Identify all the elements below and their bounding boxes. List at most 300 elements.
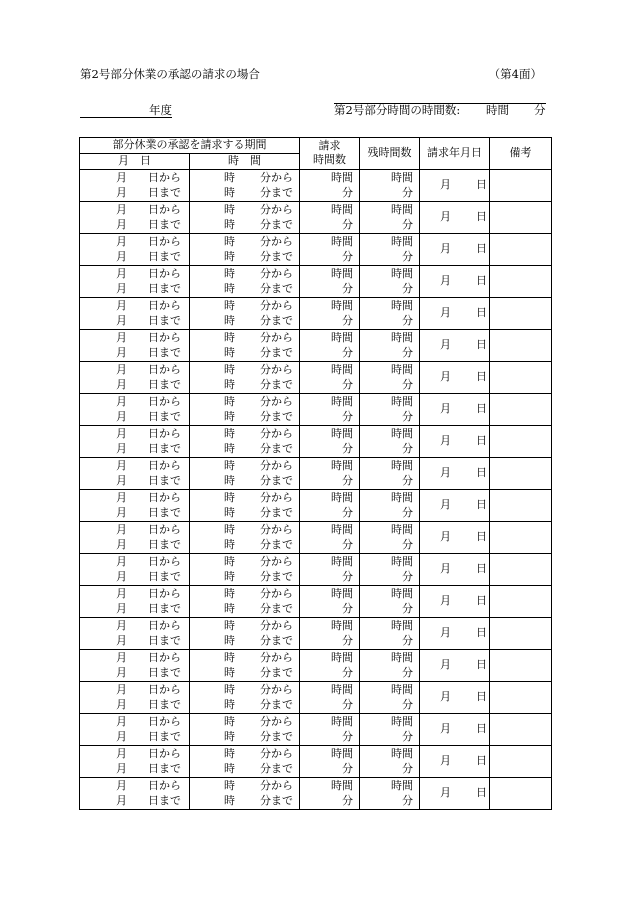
time-cell[interactable] xyxy=(190,169,300,201)
request-date-cell[interactable] xyxy=(420,169,490,201)
request-hours-cell[interactable] xyxy=(300,169,360,201)
month-label: 月 xyxy=(116,186,127,199)
remaining-hours-cell[interactable] xyxy=(360,169,420,201)
request-hours-cell[interactable] xyxy=(300,297,360,329)
month-label: 月 xyxy=(116,522,127,536)
month-label: 月 xyxy=(116,362,127,376)
hour-label: 時 xyxy=(224,586,235,600)
month-label: 月 xyxy=(116,634,127,647)
hour-label: 時 xyxy=(224,554,235,568)
day-from-label: 日から xyxy=(148,298,181,312)
minute-from-label: 分から xyxy=(260,362,293,376)
hours-label: 時間 xyxy=(391,554,413,568)
date-month-label: 月 xyxy=(440,785,451,799)
hours-label: 時間 xyxy=(391,650,413,664)
table-row xyxy=(80,233,552,265)
hour-label: 時 xyxy=(224,314,235,327)
request-date-cell[interactable] xyxy=(420,265,490,297)
hour-label: 時 xyxy=(224,442,235,455)
minutes-label: 分 xyxy=(342,442,353,455)
month-label: 月 xyxy=(116,378,127,391)
minutes-label: 分 xyxy=(402,634,413,647)
remaining-hours-cell[interactable] xyxy=(360,777,420,809)
request-hours-cell[interactable] xyxy=(300,329,360,361)
minute-to-label: 分まで xyxy=(260,218,293,231)
time-subheader: 時 間 xyxy=(190,154,300,170)
month-label: 月 xyxy=(116,794,127,807)
remarks-cell[interactable] xyxy=(490,233,552,265)
month-day-cell[interactable] xyxy=(80,233,190,265)
table-row xyxy=(80,649,552,681)
month-label: 月 xyxy=(116,714,127,728)
month-day-cell[interactable] xyxy=(80,617,190,649)
remarks-cell[interactable] xyxy=(490,745,552,777)
request-date-cell[interactable] xyxy=(420,361,490,393)
hour-label: 時 xyxy=(224,522,235,536)
minutes-label: 分 xyxy=(342,186,353,199)
month-label: 月 xyxy=(116,730,127,743)
hours-label: 時間 xyxy=(391,202,413,216)
hours-label: 時間 xyxy=(331,362,353,376)
time-cell[interactable] xyxy=(190,297,300,329)
month-label: 月 xyxy=(116,266,127,280)
day-from-label: 日から xyxy=(148,490,181,504)
day-from-label: 日から xyxy=(148,586,181,600)
hour-label: 時 xyxy=(224,666,235,679)
remarks-cell[interactable] xyxy=(490,297,552,329)
table-row xyxy=(80,777,552,809)
request-date-cell[interactable] xyxy=(420,745,490,777)
minute-to-label: 分まで xyxy=(260,794,293,807)
request-hours-cell[interactable] xyxy=(300,201,360,233)
date-day-label: 日 xyxy=(476,337,487,351)
minutes-label: 分 xyxy=(402,570,413,583)
minutes-label: 分 xyxy=(402,474,413,487)
minutes-label: 分 xyxy=(342,602,353,615)
hour-label: 時 xyxy=(224,474,235,487)
month-day-cell[interactable] xyxy=(80,681,190,713)
minutes-label: 分 xyxy=(342,314,353,327)
remarks-cell[interactable] xyxy=(490,361,552,393)
hours-label: 時間 xyxy=(391,746,413,760)
minute-to-label: 分まで xyxy=(260,474,293,487)
minute-to-label: 分まで xyxy=(260,378,293,391)
minute-from-label: 分から xyxy=(260,426,293,440)
minute-from-label: 分から xyxy=(260,522,293,536)
request-date-cell[interactable] xyxy=(420,649,490,681)
minute-from-label: 分から xyxy=(260,490,293,504)
time-cell[interactable] xyxy=(190,649,300,681)
month-day-cell[interactable] xyxy=(80,713,190,745)
time-cell[interactable] xyxy=(190,393,300,425)
date-day-label: 日 xyxy=(476,401,487,415)
time-cell[interactable] xyxy=(190,777,300,809)
date-month-label: 月 xyxy=(440,689,451,703)
table-row xyxy=(80,585,552,617)
hours-label: 時間 xyxy=(391,298,413,312)
hour-label: 時 xyxy=(224,186,235,199)
remaining-hours-cell[interactable] xyxy=(360,425,420,457)
month-label: 月 xyxy=(116,506,127,519)
hours-label: 時間 xyxy=(331,682,353,696)
month-label: 月 xyxy=(116,474,127,487)
minutes-label: 分 xyxy=(342,410,353,423)
day-from-label: 日から xyxy=(148,330,181,344)
remarks-cell[interactable] xyxy=(490,425,552,457)
request-hours-cell[interactable] xyxy=(300,233,360,265)
time-cell[interactable] xyxy=(190,585,300,617)
request-hours-cell[interactable] xyxy=(300,489,360,521)
minutes-label: 分 xyxy=(402,410,413,423)
month-day-cell[interactable] xyxy=(80,521,190,553)
table-row xyxy=(80,393,552,425)
minutes-label: 分 xyxy=(342,474,353,487)
request-date-cell[interactable] xyxy=(420,329,490,361)
minute-from-label: 分から xyxy=(260,682,293,696)
request-date-cell[interactable] xyxy=(420,393,490,425)
hour-label: 時 xyxy=(224,602,235,615)
date-day-label: 日 xyxy=(476,785,487,799)
minutes-label: 分 xyxy=(342,250,353,263)
request-date-cell[interactable] xyxy=(420,489,490,521)
minute-to-label: 分まで xyxy=(260,250,293,263)
remaining-hours-cell[interactable] xyxy=(360,585,420,617)
time-cell[interactable] xyxy=(190,233,300,265)
time-cell[interactable] xyxy=(190,713,300,745)
hours-label: 時間 xyxy=(331,522,353,536)
day-to-label: 日まで xyxy=(148,666,181,679)
remaining-hours-cell[interactable] xyxy=(360,297,420,329)
minutes-label: 分 xyxy=(402,250,413,263)
request-hours-cell[interactable] xyxy=(300,649,360,681)
day-from-label: 日から xyxy=(148,234,181,248)
month-day-cell[interactable] xyxy=(80,745,190,777)
day-from-label: 日から xyxy=(148,202,181,216)
month-label: 月 xyxy=(116,298,127,312)
minutes-label: 分 xyxy=(402,218,413,231)
month-day-subheader: 月 日 xyxy=(80,154,190,170)
remaining-hours-cell[interactable] xyxy=(360,521,420,553)
month-label: 月 xyxy=(116,426,127,440)
day-to-label: 日まで xyxy=(148,474,181,487)
day-to-label: 日まで xyxy=(148,762,181,775)
day-to-label: 日まで xyxy=(148,346,181,359)
request-hours-cell[interactable] xyxy=(300,617,360,649)
minute-to-label: 分まで xyxy=(260,570,293,583)
remarks-cell[interactable] xyxy=(490,649,552,681)
month-day-cell[interactable] xyxy=(80,457,190,489)
request-date-cell[interactable] xyxy=(420,681,490,713)
remarks-cell[interactable] xyxy=(490,169,552,201)
day-to-label: 日まで xyxy=(148,794,181,807)
day-from-label: 日から xyxy=(148,394,181,408)
request-hours-cell[interactable] xyxy=(300,521,360,553)
hour-label: 時 xyxy=(224,250,235,263)
remaining-hours-cell[interactable] xyxy=(360,233,420,265)
table-row xyxy=(80,265,552,297)
month-label: 月 xyxy=(116,442,127,455)
month-label: 月 xyxy=(116,282,127,295)
minute-from-label: 分から xyxy=(260,298,293,312)
remaining-hours-cell[interactable] xyxy=(360,265,420,297)
remarks-cell[interactable] xyxy=(490,777,552,809)
month-label: 月 xyxy=(116,538,127,551)
remarks-cell[interactable] xyxy=(490,713,552,745)
request-date-cell[interactable] xyxy=(420,425,490,457)
request-date-cell[interactable] xyxy=(420,233,490,265)
date-month-label: 月 xyxy=(440,497,451,511)
request-hours-cell[interactable] xyxy=(300,713,360,745)
remaining-hours-cell[interactable] xyxy=(360,201,420,233)
remarks-cell[interactable] xyxy=(490,553,552,585)
day-from-label: 日から xyxy=(148,458,181,472)
hour-label: 時 xyxy=(224,682,235,696)
date-day-label: 日 xyxy=(476,561,487,575)
fiscal-year-field[interactable] xyxy=(80,103,172,118)
request-hours-cell[interactable] xyxy=(300,553,360,585)
day-from-label: 日から xyxy=(148,554,181,568)
time-cell[interactable] xyxy=(190,553,300,585)
request-hours-cell[interactable] xyxy=(300,777,360,809)
request-hours-cell[interactable] xyxy=(300,745,360,777)
month-day-cell[interactable] xyxy=(80,489,190,521)
remaining-hours-cell[interactable] xyxy=(360,489,420,521)
hours-label: 時間 xyxy=(391,682,413,696)
minutes-label: 分 xyxy=(342,378,353,391)
date-day-label: 日 xyxy=(476,497,487,511)
table-row xyxy=(80,713,552,745)
date-month-label: 月 xyxy=(440,337,451,351)
table-row xyxy=(80,617,552,649)
minute-to-label: 分まで xyxy=(260,506,293,519)
remarks-cell[interactable] xyxy=(490,393,552,425)
day-to-label: 日まで xyxy=(148,410,181,423)
month-label: 月 xyxy=(116,666,127,679)
minute-to-label: 分まで xyxy=(260,666,293,679)
time-cell[interactable] xyxy=(190,681,300,713)
day-from-label: 日から xyxy=(148,522,181,536)
minutes-label: 分 xyxy=(342,794,353,807)
time-cell[interactable] xyxy=(190,457,300,489)
request-hours-cell[interactable] xyxy=(300,265,360,297)
table-row xyxy=(80,681,552,713)
time-cell[interactable] xyxy=(190,265,300,297)
request-date-cell[interactable] xyxy=(420,297,490,329)
month-day-cell[interactable] xyxy=(80,265,190,297)
time-cell[interactable] xyxy=(190,201,300,233)
remaining-hours-cell[interactable] xyxy=(360,649,420,681)
day-to-label: 日まで xyxy=(148,250,181,263)
month-label: 月 xyxy=(116,314,127,327)
hours-unit-label: 時間 xyxy=(486,103,509,117)
minute-from-label: 分から xyxy=(260,458,293,472)
request-hours-cell[interactable] xyxy=(300,361,360,393)
table-row xyxy=(80,745,552,777)
request-date-cell[interactable] xyxy=(420,617,490,649)
month-day-cell[interactable] xyxy=(80,393,190,425)
request-hours-cell[interactable] xyxy=(300,681,360,713)
month-day-cell[interactable] xyxy=(80,649,190,681)
remaining-hours-cell[interactable] xyxy=(360,745,420,777)
minutes-label: 分 xyxy=(402,794,413,807)
month-day-cell[interactable] xyxy=(80,169,190,201)
request-date-cell[interactable] xyxy=(420,553,490,585)
remaining-hours-cell[interactable] xyxy=(360,553,420,585)
hours-label: 時間 xyxy=(331,394,353,408)
day-from-label: 日から xyxy=(148,746,181,760)
remarks-cell[interactable] xyxy=(490,489,552,521)
hours-label: 時間 xyxy=(391,778,413,792)
month-label: 月 xyxy=(116,170,127,184)
hour-label: 時 xyxy=(224,410,235,423)
hours-label: 時間 xyxy=(391,714,413,728)
remaining-hours-cell[interactable] xyxy=(360,457,420,489)
request-date-cell[interactable] xyxy=(420,521,490,553)
date-day-label: 日 xyxy=(476,721,487,735)
month-label: 月 xyxy=(116,330,127,344)
minutes-label: 分 xyxy=(402,314,413,327)
month-label: 月 xyxy=(116,602,127,615)
remarks-cell[interactable] xyxy=(490,457,552,489)
hour-label: 時 xyxy=(224,458,235,472)
hour-label: 時 xyxy=(224,266,235,280)
month-label: 月 xyxy=(116,650,127,664)
date-day-label: 日 xyxy=(476,177,487,191)
hour-label: 時 xyxy=(224,762,235,775)
time-cell[interactable] xyxy=(190,425,300,457)
month-day-cell[interactable] xyxy=(80,297,190,329)
hours-label: 時間 xyxy=(391,330,413,344)
remarks-cell[interactable] xyxy=(490,329,552,361)
request-date-cell[interactable] xyxy=(420,457,490,489)
month-label: 月 xyxy=(116,762,127,775)
remaining-hours-cell[interactable] xyxy=(360,713,420,745)
remarks-cell[interactable] xyxy=(490,265,552,297)
remarks-cell[interactable] xyxy=(490,585,552,617)
time-cell[interactable] xyxy=(190,617,300,649)
fiscal-year-label: 年度 xyxy=(149,103,172,117)
day-from-label: 日から xyxy=(148,362,181,376)
part-time-hours-field[interactable] xyxy=(334,103,546,117)
date-day-label: 日 xyxy=(476,465,487,479)
minute-from-label: 分から xyxy=(260,778,293,792)
day-from-label: 日から xyxy=(148,778,181,792)
day-to-label: 日まで xyxy=(148,602,181,615)
month-day-cell[interactable] xyxy=(80,585,190,617)
day-from-label: 日から xyxy=(148,266,181,280)
request-hours-cell[interactable] xyxy=(300,393,360,425)
remaining-hours-cell[interactable] xyxy=(360,681,420,713)
day-from-label: 日から xyxy=(148,650,181,664)
date-day-label: 日 xyxy=(476,209,487,223)
request-date-cell[interactable] xyxy=(420,777,490,809)
date-month-label: 月 xyxy=(440,401,451,415)
hours-label: 時間 xyxy=(391,522,413,536)
time-cell[interactable] xyxy=(190,361,300,393)
month-label: 月 xyxy=(116,778,127,792)
date-day-label: 日 xyxy=(476,593,487,607)
month-day-cell[interactable] xyxy=(80,201,190,233)
day-to-label: 日まで xyxy=(148,282,181,295)
hours-label: 時間 xyxy=(391,586,413,600)
month-label: 月 xyxy=(116,682,127,696)
month-day-cell[interactable] xyxy=(80,553,190,585)
remaining-hours-cell[interactable] xyxy=(360,361,420,393)
hours-label: 時間 xyxy=(331,426,353,440)
hour-label: 時 xyxy=(224,698,235,711)
request-hours-header: 請求 時間数 xyxy=(300,138,360,170)
time-cell[interactable] xyxy=(190,329,300,361)
date-month-label: 月 xyxy=(440,177,451,191)
date-day-label: 日 xyxy=(476,753,487,767)
request-hours-cell[interactable] xyxy=(300,457,360,489)
date-month-label: 月 xyxy=(440,433,451,447)
minutes-label: 分 xyxy=(342,282,353,295)
day-from-label: 日から xyxy=(148,426,181,440)
date-month-label: 月 xyxy=(440,753,451,767)
time-cell[interactable] xyxy=(190,489,300,521)
minutes-label: 分 xyxy=(402,282,413,295)
minute-from-label: 分から xyxy=(260,330,293,344)
remaining-hours-cell[interactable] xyxy=(360,393,420,425)
request-hours-cell[interactable] xyxy=(300,585,360,617)
hours-label: 時間 xyxy=(391,170,413,184)
remarks-cell[interactable] xyxy=(490,201,552,233)
date-month-label: 月 xyxy=(440,657,451,671)
month-label: 月 xyxy=(116,218,127,231)
request-hours-cell[interactable] xyxy=(300,425,360,457)
hour-label: 時 xyxy=(224,202,235,216)
month-label: 月 xyxy=(116,250,127,263)
hour-label: 時 xyxy=(224,346,235,359)
request-date-cell[interactable] xyxy=(420,201,490,233)
month-label: 月 xyxy=(116,570,127,583)
day-to-label: 日まで xyxy=(148,698,181,711)
hours-label: 時間 xyxy=(331,746,353,760)
hour-label: 時 xyxy=(224,570,235,583)
hours-label: 時間 xyxy=(391,234,413,248)
time-cell[interactable] xyxy=(190,521,300,553)
day-from-label: 日から xyxy=(148,170,181,184)
remarks-cell[interactable] xyxy=(490,617,552,649)
date-month-label: 月 xyxy=(440,625,451,639)
day-to-label: 日まで xyxy=(148,314,181,327)
month-day-cell[interactable] xyxy=(80,777,190,809)
month-day-cell[interactable] xyxy=(80,425,190,457)
request-date-cell[interactable] xyxy=(420,585,490,617)
minute-to-label: 分まで xyxy=(260,186,293,199)
remarks-cell[interactable] xyxy=(490,521,552,553)
month-label: 月 xyxy=(116,458,127,472)
table-row xyxy=(80,201,552,233)
month-day-cell[interactable] xyxy=(80,329,190,361)
month-day-cell[interactable] xyxy=(80,361,190,393)
minute-from-label: 分から xyxy=(260,202,293,216)
hours-label: 時間 xyxy=(391,458,413,472)
day-to-label: 日まで xyxy=(148,378,181,391)
remaining-hours-cell[interactable] xyxy=(360,329,420,361)
remaining-hours-cell[interactable] xyxy=(360,617,420,649)
hour-label: 時 xyxy=(224,218,235,231)
request-date-cell[interactable] xyxy=(420,713,490,745)
date-month-label: 月 xyxy=(440,465,451,479)
minutes-label: 分 xyxy=(402,666,413,679)
remarks-cell[interactable] xyxy=(490,681,552,713)
hour-label: 時 xyxy=(224,778,235,792)
hour-label: 時 xyxy=(224,794,235,807)
minute-to-label: 分まで xyxy=(260,634,293,647)
time-cell[interactable] xyxy=(190,745,300,777)
